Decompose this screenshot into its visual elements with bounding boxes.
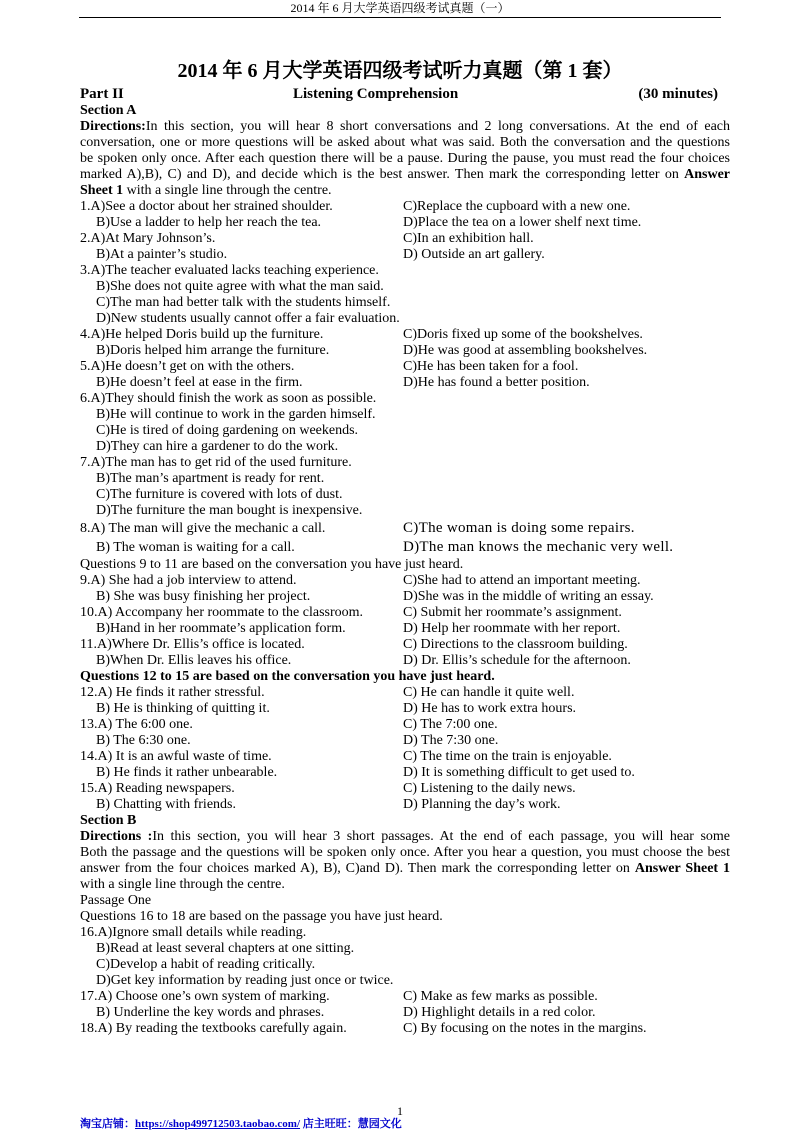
question-row: D)They can hire a gardener to do the work. bbox=[96, 439, 339, 454]
question-row: 13.A) The 6:00 one. C) The 7:00 one. bbox=[80, 717, 498, 732]
footer bbox=[80, 1117, 402, 1131]
question-row: 18.A) By reading the textbooks carefully again. C) By focusing on the notes in the margins. bbox=[80, 1021, 647, 1036]
question-row: B)Hand in her roommate’s application form. D) Help her roommate with her report. bbox=[96, 621, 621, 636]
question-row: B) The woman is waiting for a call. D)The man knows the mechanic very well. bbox=[96, 539, 674, 555]
footer-owner: 店主旺旺：慧园文化 bbox=[300, 1118, 402, 1130]
directions-a-line: be spoken only once. After each question there will be a pause. During the pause, you must read the four choices bbox=[80, 151, 730, 166]
directions-a-line: marked A),B), C) and D), and decide which is the best answer. Then mark the corresponding letter on Answer bbox=[80, 167, 730, 182]
part-time: (30 minutes) bbox=[638, 86, 718, 102]
question-row: 2.A)At Mary Johnson’s. C)In an exhibition hall. bbox=[80, 231, 534, 246]
directions-a-line: Sheet 1 with a single line through the centre. bbox=[80, 183, 332, 198]
section-a-label: Section A bbox=[80, 103, 137, 118]
question-row: 7.A)The man has to get rid of the used furniture. bbox=[80, 455, 352, 470]
directions-a-line: Directions:In this section, you will hear 8 short conversations and 2 long conversations. At the end of each bbox=[80, 119, 730, 134]
question-row: 12.A) He finds it rather stressful. C) He can handle it quite well. bbox=[80, 685, 575, 700]
question-row: 5.A)He doesn’t get on with the others. C)He has been taken for a fool. bbox=[80, 359, 579, 374]
question-row: 14.A) It is an awful waste of time. C) The time on the train is enjoyable. bbox=[80, 749, 612, 764]
question-row: C)Develop a habit of reading critically. bbox=[96, 957, 316, 972]
question-row: 8.A) The man will give the mechanic a call. C)The woman is doing some repairs. bbox=[80, 520, 635, 536]
question-row: B) She was busy finishing her project. D)She was in the middle of writing an essay. bbox=[96, 589, 654, 604]
question-row: B)He doesn’t feel at ease in the firm. D)He has found a better position. bbox=[96, 375, 590, 390]
question-row: C)The man had better talk with the students himself. bbox=[96, 295, 391, 310]
directions-b-line: Both the passage and the questions will be spoken only once. After you hear a question, you must choose the best bbox=[80, 845, 730, 860]
question-row: D)Get key information by reading just once or twice. bbox=[96, 973, 394, 988]
question-row: D)The furniture the man bought is inexpensive. bbox=[96, 503, 363, 518]
question-row: 11.A)Where Dr. Ellis’s office is located. C) Directions to the classroom building. bbox=[80, 637, 628, 652]
question-row: B)Doris helped him arrange the furniture. D)He was good at assembling bookshelves. bbox=[96, 343, 648, 358]
group-note: Questions 12 to 15 are based on the conversation you have just heard. bbox=[80, 669, 495, 684]
directions-a-line: conversation, one or more questions will be asked about what was said. Both the conversation and the questions bbox=[80, 135, 730, 150]
section-b-label: Section B bbox=[80, 813, 137, 828]
question-row: B)When Dr. Ellis leaves his office. D) Dr. Ellis’s schedule for the afternoon. bbox=[96, 653, 631, 668]
question-row: 4.A)He helped Doris build up the furniture. C)Doris fixed up some of the bookshelves. bbox=[80, 327, 643, 342]
question-row: B)He will continue to work in the garden himself. bbox=[96, 407, 376, 422]
part-heading bbox=[80, 85, 718, 103]
question-row: B)Use a ladder to help her reach the tea. D)Place the tea on a lower shelf next time. bbox=[96, 215, 642, 230]
directions-b-line: answer from the four choices marked A), B), C)and D). Then mark the corresponding letter on Answer Sheet 1 bbox=[80, 861, 730, 876]
footer-shop-label: 淘宝店铺： bbox=[80, 1118, 135, 1130]
question-row: 1.A)See a doctor about her strained shoulder. C)Replace the cupboard with a new one. bbox=[80, 199, 631, 214]
question-row: 10.A) Accompany her roommate to the classroom. C) Submit her roommate’s assignment. bbox=[80, 605, 622, 620]
question-row: B) Chatting with friends. D) Planning the day’s work. bbox=[96, 797, 561, 812]
question-row: 3.A)The teacher evaluated lacks teaching experience. bbox=[80, 263, 379, 278]
question-row: 6.A)They should finish the work as soon as possible. bbox=[80, 391, 377, 406]
question-row: B) Underline the key words and phrases. D) Highlight details in a red color. bbox=[96, 1005, 596, 1020]
question-row: 17.A) Choose one’s own system of marking. C) Make as few marks as possible. bbox=[80, 989, 598, 1004]
part-name: Part II bbox=[80, 86, 124, 102]
running-header: 2014 年 6 月大学英语四级考试真题（一） bbox=[290, 1, 510, 15]
question-row: 15.A) Reading newspapers. C) Listening to the daily news. bbox=[80, 781, 576, 796]
page-number: 1 bbox=[397, 1104, 403, 1118]
question-row: 16.A)Ignore small details while reading. bbox=[80, 925, 307, 940]
question-row: B) The 6:30 one. D) The 7:30 one. bbox=[96, 733, 499, 748]
group-note: Questions 16 to 18 are based on the passage you have just heard. bbox=[80, 909, 443, 924]
directions-b-line: with a single line through the centre. bbox=[80, 877, 285, 892]
question-row: B)The man’s apartment is ready for rent. bbox=[96, 471, 325, 486]
group-note: Questions 9 to 11 are based on the conversation you have just heard. bbox=[80, 557, 464, 572]
part-title: Listening Comprehension bbox=[293, 86, 459, 102]
question-row: C)He is tired of doing gardening on weekends. bbox=[96, 423, 359, 438]
question-row: B)She does not quite agree with what the man said. bbox=[96, 279, 384, 294]
question-row: B) He finds it rather unbearable. D) It is something difficult to get used to. bbox=[96, 765, 635, 780]
question-row: C)The furniture is covered with lots of dust. bbox=[96, 487, 343, 502]
listening-section bbox=[80, 103, 730, 1037]
question-row: B)Read at least several chapters at one sitting. bbox=[96, 941, 355, 956]
footer-shop-link[interactable]: https://shop499712503.taobao.com/ bbox=[135, 1118, 301, 1130]
directions-b-line: Directions :In this section, you will hear 3 short passages. At the end of each passage, you will hear some bbox=[80, 829, 730, 844]
page-title: 2014 年 6 月大学英语四级考试听力真题（第 1 套） bbox=[177, 60, 623, 82]
question-row: D)New students usually cannot offer a fair evaluation. bbox=[96, 311, 400, 326]
question-row: B) He is thinking of quitting it. D) He has to work extra hours. bbox=[96, 701, 577, 716]
question-row: 9.A) She had a job interview to attend. C)She had to attend an important meeting. bbox=[80, 573, 641, 588]
header-rule bbox=[79, 17, 721, 18]
question-row: B)At a painter’s studio. D) Outside an art gallery. bbox=[96, 247, 545, 262]
passage-label: Passage One bbox=[80, 893, 152, 908]
